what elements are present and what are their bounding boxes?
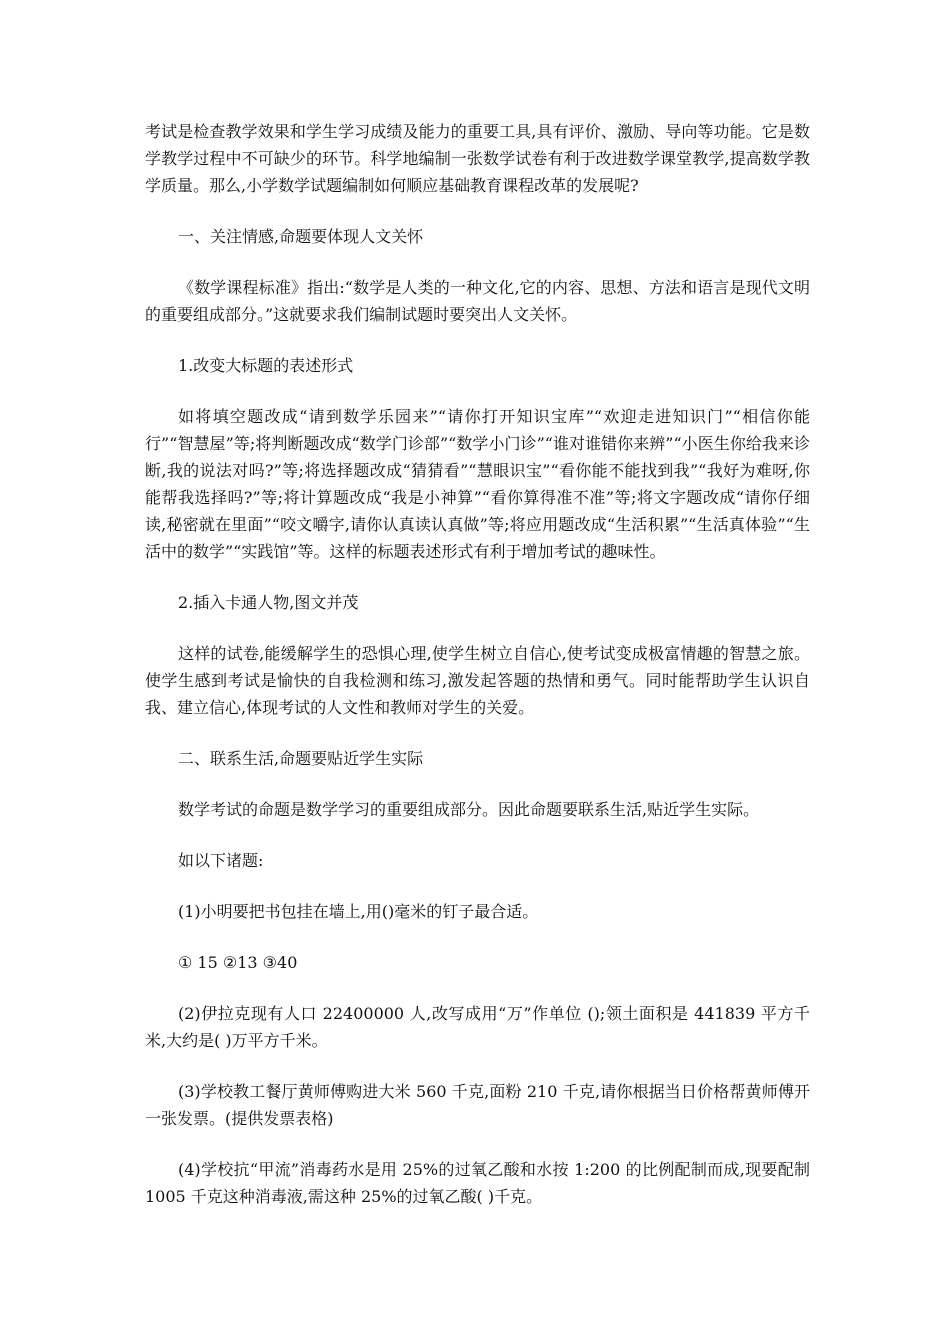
question-item: (4)学校抗“甲流”消毒药水是用 25%的过氧乙酸和水按 1:200 的比例配制而成,现要配制 1005 千克这种消毒液,需这种 25%的过氧乙酸( )千克。 — [145, 1160, 810, 1206]
subsection-heading-1-1: 1.改变大标题的表述形式 — [178, 356, 354, 375]
section-heading-1: 一、关注情感,命题要体现人文关怀 — [178, 227, 424, 246]
section-heading-2: 二、联系生活,命题要贴近学生实际 — [178, 749, 424, 768]
body-paragraph: 数学考试的命题是数学学习的重要组成部分。因此命题要联系生活,贴近学生实际。 — [178, 800, 760, 819]
body-paragraph: 如以下诸题: — [178, 851, 264, 870]
question-item: (3)学校教工餐厅黄师傅购进大米 560 千克,面粉 210 千克,请你根据当日价格帮黄师傅开一张发票。(提供发票表格) — [145, 1082, 810, 1128]
subsection-heading-1-2: 2.插入卡通人物,图文并茂 — [178, 593, 359, 612]
intro-paragraph: 考试是检查教学效果和学生学习成绩及能力的重要工具,具有评价、激励、导向等功能。它是数学教学过程中不可缺少的环节。科学地编制一张数学试卷有利于改进数学课堂教学,提高数学教学质量。那么,小学数学试题编制如何顺应基础教育课程改革的发展呢? — [145, 122, 810, 195]
body-paragraph: 如将填空题改成“请到数学乐园来”“请你打开知识宝库”“欢迎走进知识门”“相信你能行”“智慧屋”等;将判断题改成“数学门诊部”“数学小门诊”“谁对谁错你来辨”“小医生你给我来诊断,我的说法对吗?”等;将选择题改成“猜猜看”“慧眼识宝”“看你能不能找到我”“我好为难呀,你能帮我选择吗?”等;将计算题改成“我是小神算”“看你算得准不准”等;将文字题改成“请你仔细读,秘密就在里面”“咬文嚼字,请你认真读认真做”等;将应用题改成“生活积累”“生活真体验”“生活中的数学”“实践馆”等。这样的标题表述形式有利于增加考试的趣味性。 — [145, 407, 810, 561]
answer-options: ① 15 ②13 ③40 — [178, 953, 298, 972]
body-paragraph: 《数学课程标准》指出:“数学是人类的一种文化,它的内容、思想、方法和语言是现代文明的重要组成部分。”这就要求我们编制试题时要突出人文关怀。 — [145, 278, 810, 324]
question-item: (2)伊拉克现有人口 22400000 人,改写成用“万”作单位 ();领土面积是 441839 平方千米,大约是( )万平方千米。 — [145, 1004, 810, 1050]
question-item: (1)小明要把书包挂在墙上,用()毫米的钉子最合适。 — [178, 902, 539, 921]
body-paragraph: 这样的试卷,能缓解学生的恐惧心理,使学生树立自信心,使考试变成极富情趣的智慧之旅。使学生感到考试是愉快的自我检测和练习,激发起答题的热情和勇气。同时能帮助学生认识自我、建立信心,体现考试的人文性和教师对学生的关爱。 — [145, 644, 810, 717]
